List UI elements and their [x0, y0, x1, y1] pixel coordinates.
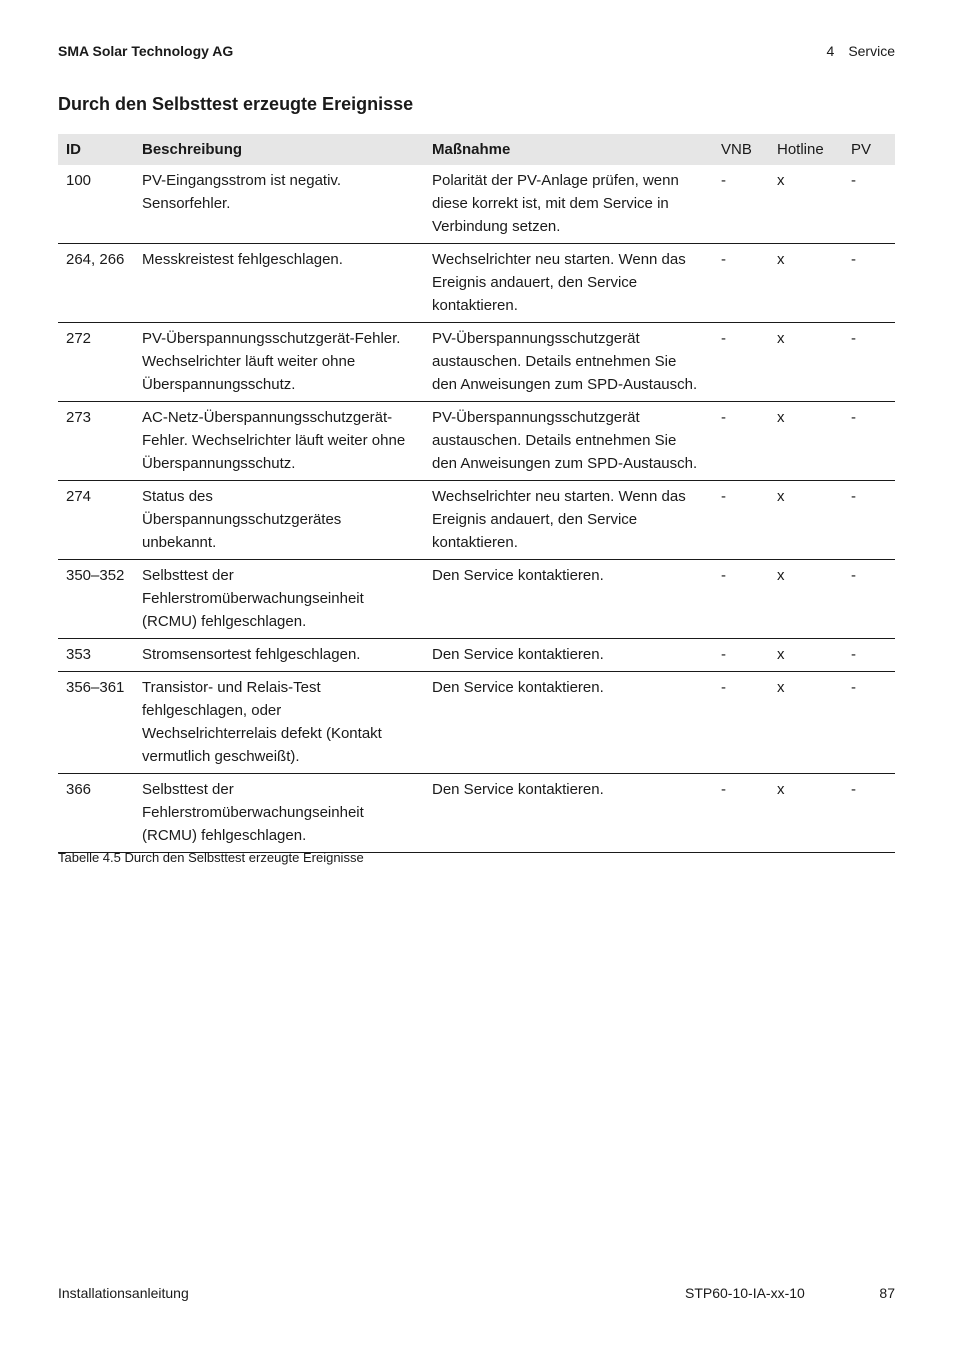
column-header-pv: PV [843, 134, 895, 165]
footer-doc-type: Installationsanleitung [58, 1285, 189, 1301]
cell-description: Status des Überspannungsschutzgerätes unbekannt. [134, 481, 424, 560]
footer-doc-code: STP60-10-IA-xx-10 [685, 1285, 805, 1301]
table-caption: Tabelle 4.5 Durch den Selbsttest erzeugte Ereignisse [58, 850, 364, 865]
cell-id: 356–361 [58, 672, 134, 774]
cell-measure: Den Service kontaktieren. [424, 672, 713, 774]
cell-hotline: x [769, 481, 843, 560]
column-header-measure: Maßnahme [424, 134, 713, 165]
cell-pv: - [843, 165, 895, 244]
section-title: Durch den Selbsttest erzeugte Ereignisse [58, 94, 414, 114]
chapter-number: 4 [826, 43, 835, 59]
column-header-vnb: VNB [713, 134, 769, 165]
cell-hotline: x [769, 244, 843, 323]
events-table-body [58, 165, 895, 853]
table-row [58, 560, 895, 639]
table-header-row [58, 134, 895, 165]
cell-hotline: x [769, 560, 843, 639]
cell-id: 350–352 [58, 560, 134, 639]
page-number: 87 [879, 1285, 895, 1301]
cell-description: Transistor- und Relais-Test fehlgeschlagen, oder Wechselrichterrelais defekt (Kontakt vermutlich geschweißt). [134, 672, 424, 774]
cell-id: 272 [58, 323, 134, 402]
cell-description: AC-Netz-Überspannungsschutzgerät-Fehler. Wechselrichter läuft weiter ohne Überspannungsschutz. [134, 402, 424, 481]
cell-measure: Den Service kontaktieren. [424, 560, 713, 639]
cell-vnb: - [713, 402, 769, 481]
cell-vnb: - [713, 323, 769, 402]
cell-pv: - [843, 481, 895, 560]
cell-pv: - [843, 560, 895, 639]
chapter-title: Service [848, 43, 895, 59]
cell-vnb: - [713, 560, 769, 639]
column-header-description: Beschreibung [134, 134, 424, 165]
cell-pv: - [843, 639, 895, 672]
cell-id: 353 [58, 639, 134, 672]
cell-measure: Wechselrichter neu starten. Wenn das Ereignis andauert, den Service kontaktieren. [424, 481, 713, 560]
cell-hotline: x [769, 672, 843, 774]
cell-description: Selbsttest der Fehlerstromüberwachungseinheit (RCMU) fehlgeschlagen. [134, 560, 424, 639]
column-header-id: ID [58, 134, 134, 165]
cell-hotline: x [769, 165, 843, 244]
cell-pv: - [843, 774, 895, 853]
column-header-hotline: Hotline [769, 134, 843, 165]
cell-id: 273 [58, 402, 134, 481]
cell-hotline: x [769, 639, 843, 672]
cell-hotline: x [769, 323, 843, 402]
table-row [58, 774, 895, 853]
cell-description: Messkreistest fehlgeschlagen. [134, 244, 424, 323]
cell-hotline: x [769, 402, 843, 481]
company-name: SMA Solar Technology AG [58, 43, 234, 59]
cell-vnb: - [713, 672, 769, 774]
cell-measure: Den Service kontaktieren. [424, 639, 713, 672]
cell-id: 100 [58, 165, 134, 244]
cell-measure: Wechselrichter neu starten. Wenn das Ereignis andauert, den Service kontaktieren. [424, 244, 713, 323]
table-row [58, 402, 895, 481]
cell-description: Stromsensortest fehlgeschlagen. [134, 639, 424, 672]
cell-vnb: - [713, 481, 769, 560]
cell-id: 366 [58, 774, 134, 853]
table-row [58, 165, 895, 244]
cell-pv: - [843, 672, 895, 774]
cell-vnb: - [713, 639, 769, 672]
cell-measure: PV-Überspannungsschutzgerät austauschen. Details entnehmen Sie den Anweisungen zum SPD-Austausch. [424, 402, 713, 481]
cell-hotline: x [769, 774, 843, 853]
cell-vnb: - [713, 244, 769, 323]
cell-vnb: - [713, 165, 769, 244]
cell-pv: - [843, 402, 895, 481]
cell-description: Selbsttest der Fehlerstromüberwachungseinheit (RCMU) fehlgeschlagen. [134, 774, 424, 853]
table-row [58, 639, 895, 672]
cell-pv: - [843, 244, 895, 323]
cell-description: PV-Eingangsstrom ist negativ. Sensorfehler. [134, 165, 424, 244]
table-row [58, 481, 895, 560]
cell-description: PV-Überspannungsschutzgerät-Fehler. Wechselrichter läuft weiter ohne Überspannungsschutz. [134, 323, 424, 402]
cell-measure: Polarität der PV-Anlage prüfen, wenn diese korrekt ist, mit dem Service in Verbindung setzen. [424, 165, 713, 244]
cell-id: 264, 266 [58, 244, 134, 323]
table-row [58, 672, 895, 774]
table-row [58, 323, 895, 402]
cell-pv: - [843, 323, 895, 402]
table-row [58, 244, 895, 323]
cell-id: 274 [58, 481, 134, 560]
events-table [58, 134, 895, 853]
cell-vnb: - [713, 774, 769, 853]
running-header [827, 43, 895, 59]
cell-measure: PV-Überspannungsschutzgerät austauschen. Details entnehmen Sie den Anweisungen zum SPD-Austausch. [424, 323, 713, 402]
cell-measure: Den Service kontaktieren. [424, 774, 713, 853]
